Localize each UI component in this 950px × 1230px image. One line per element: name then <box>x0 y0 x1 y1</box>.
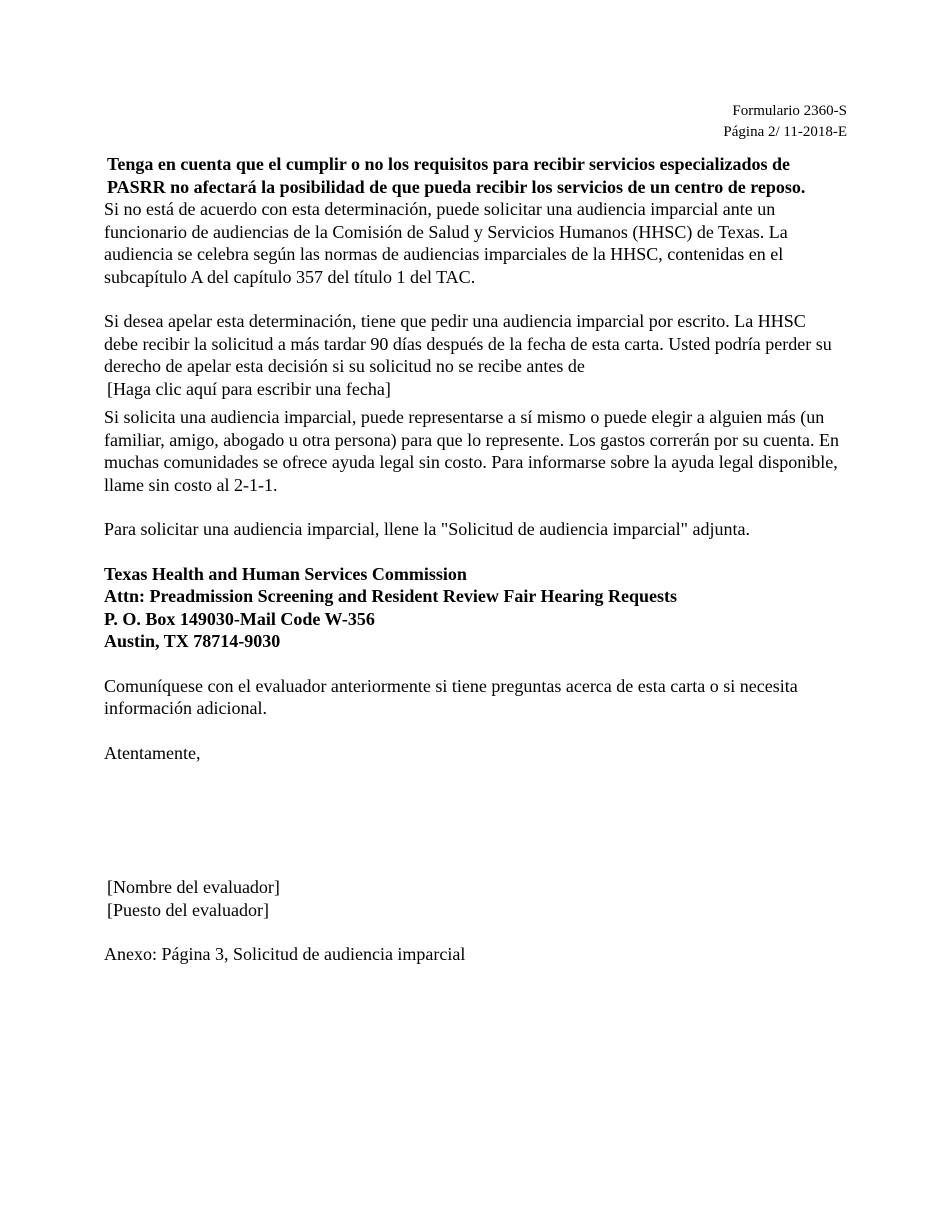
address-line-1: Texas Health and Human Services Commission <box>104 563 467 584</box>
page-info: Página 2/ 11-2018-E <box>723 124 847 140</box>
address-line-2: Attn: Preadmission Screening and Resident Review Fair Hearing Requests <box>104 586 677 606</box>
contact-paragraph: Comuníquese con el evaluador anteriormente si tiene preguntas acerca de esta carta o si necesita información adicional. <box>104 675 798 718</box>
signature-block <box>104 876 844 921</box>
appeal-paragraph: Si desea apelar esta determinación, tiene que pedir una audiencia imparcial por escrito. La HHSC debe recibir la solicitud a más tardar 90 días después de la fecha de esta carta. Usted podría perder su derecho de apelar esta decisión si su solicitud no se recibe antes de <box>104 311 832 376</box>
evaluator-title: [Puesto del evaluador] <box>107 899 269 920</box>
evaluator-name: [Nombre del evaluador] <box>107 877 280 897</box>
request-paragraph: Para solicitar una audiencia imparcial, llene la "Solicitud de audiencia imparcial" adjunta. <box>104 519 750 539</box>
letter-body <box>104 153 844 966</box>
form-number: Formulario 2360-S <box>732 103 847 119</box>
address-line-4: Austin, TX 78714-9030 <box>104 631 281 651</box>
pasrr-notice: Tenga en cuenta que el cumplir o no los requisitos para recibir servicios especializados de PASRR no afectará la posibilidad de que pueda recibir los servicios de un centro de reposo. <box>107 154 806 197</box>
page-header <box>723 101 847 143</box>
mailing-address <box>104 563 844 653</box>
closing: Atentamente, <box>104 742 201 763</box>
disagree-paragraph: Si no está de acuerdo con esta determinación, puede solicitar una audiencia imparcial ante un funcionario de audiencias de la Comisión de Salud y Servicios Humanos (HHSC) de Texas. La audiencia se celebra según las normas de audiencias imparciales de la HHSC, contenidas en el subcapítulo A del capítulo 357 del título 1 del TAC. <box>104 199 788 287</box>
representation-paragraph: Si solicita una audiencia imparcial, puede representarse a sí mismo o puede elegir a alguien más (un familiar, amigo, abogado u otra persona) para que lo represente. Los gastos correrán por su cuenta. En muchas comunidades se ofrece ayuda legal sin costo. Para informarse sobre la ayuda legal disponible, llame sin costo al 2-1-1. <box>104 407 840 495</box>
date-field[interactable]: [Haga clic aquí para escribir una fecha] <box>107 378 391 399</box>
enclosure: Anexo: Página 3, Solicitud de audiencia imparcial <box>104 944 466 964</box>
address-line-3: P. O. Box 149030-Mail Code W-356 <box>104 608 375 629</box>
